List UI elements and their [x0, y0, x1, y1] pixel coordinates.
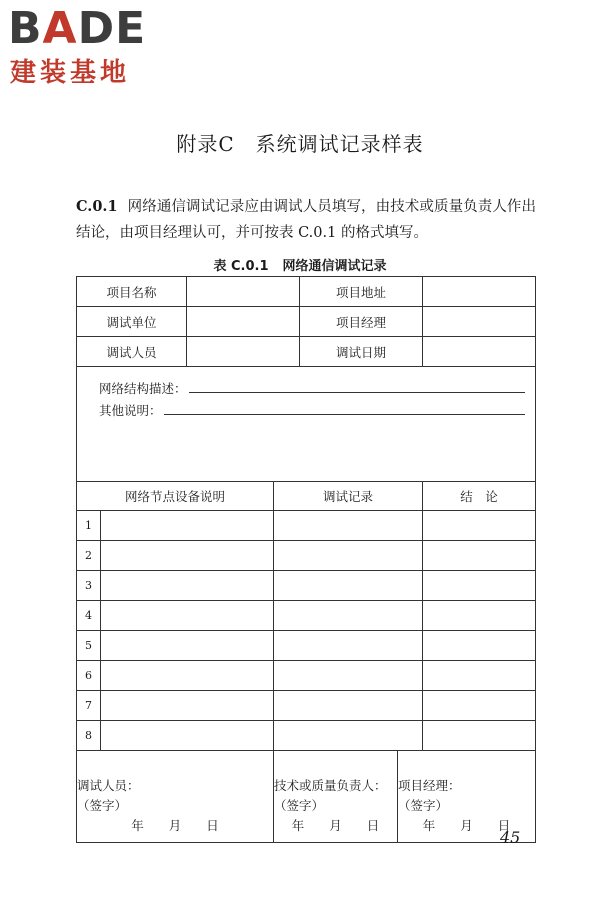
value-debug-staff[interactable] [187, 337, 300, 367]
conclusion-cell[interactable] [423, 661, 536, 691]
conclusion-cell[interactable] [423, 511, 536, 541]
signature-date: 年 月 日 [422, 818, 511, 833]
table-number: 表 C.0.1 [213, 259, 269, 274]
signature-role: 调试人员： [77, 777, 140, 793]
table-row [77, 661, 536, 691]
table-caption [0, 255, 600, 274]
device-cell[interactable] [101, 601, 274, 631]
record-cell[interactable] [274, 721, 423, 751]
network-structure-label: 网络结构描述： [99, 381, 187, 396]
label-project-manager: 项目经理 [300, 307, 423, 337]
brand-logo [8, 4, 178, 90]
header-conclusion: 结 论 [423, 482, 536, 511]
label-project-name: 项目名称 [77, 277, 187, 307]
row-number: 2 [77, 541, 101, 571]
table-row [77, 691, 536, 721]
other-notes-blank[interactable] [164, 414, 526, 415]
value-project-name[interactable] [187, 277, 300, 307]
device-cell[interactable] [101, 511, 274, 541]
signature-date: 年 月 日 [291, 818, 380, 833]
device-cell[interactable] [101, 571, 274, 601]
table-row [77, 571, 536, 601]
table-row [77, 601, 536, 631]
conclusion-cell[interactable] [423, 631, 536, 661]
record-cell[interactable] [274, 511, 423, 541]
table-row [77, 511, 536, 541]
header-device: 网络节点设备说明 [77, 482, 274, 511]
row-number: 1 [77, 511, 101, 541]
other-notes-line [99, 397, 525, 419]
clause-paragraph [76, 194, 536, 246]
row-number: 3 [77, 571, 101, 601]
row-number: 4 [77, 601, 101, 631]
signature-date: 年 月 日 [131, 818, 219, 833]
record-cell[interactable] [274, 631, 423, 661]
info-row-debug-unit [77, 307, 536, 337]
table-row [77, 631, 536, 661]
device-cell[interactable] [101, 541, 274, 571]
value-debug-date[interactable] [423, 337, 536, 367]
signature-debug-staff[interactable] [77, 751, 274, 843]
logo-wordmark: BADE [8, 3, 147, 54]
signature-sign-label: （签字） [274, 797, 325, 813]
appendix-title: 附录C 系统调试记录样表 [176, 132, 424, 156]
header-record: 调试记录 [274, 482, 423, 511]
device-cell[interactable] [101, 631, 274, 661]
logo-subtitle: 建装基地 [10, 58, 131, 88]
other-notes-label: 其他说明： [99, 403, 162, 418]
value-project-address[interactable] [423, 277, 536, 307]
device-cell[interactable] [101, 661, 274, 691]
network-structure-blank[interactable] [189, 392, 526, 393]
record-cell[interactable] [274, 601, 423, 631]
clause-number: C.0.1 [76, 198, 118, 215]
signature-quality-lead[interactable] [274, 751, 398, 843]
info-row-debug-staff [77, 337, 536, 367]
row-number: 6 [77, 661, 101, 691]
value-project-manager[interactable] [423, 307, 536, 337]
table-row [77, 721, 536, 751]
device-cell[interactable] [101, 691, 274, 721]
conclusion-cell[interactable] [423, 691, 536, 721]
record-cell[interactable] [274, 571, 423, 601]
row-number: 7 [77, 691, 101, 721]
row-number: 5 [77, 631, 101, 661]
column-header-row [77, 482, 536, 511]
clause-text: 网络通信调试记录应由调试人员填写，由技术或质量负责人作出结论，由项目经理认可，并可按表 C.0.1 的格式填写。 [76, 199, 536, 241]
table-title: 网络通信调试记录 [282, 259, 387, 274]
record-cell[interactable] [274, 541, 423, 571]
description-cell [77, 367, 536, 482]
label-debug-date: 调试日期 [300, 337, 423, 367]
record-cell[interactable] [274, 661, 423, 691]
value-debug-unit[interactable] [187, 307, 300, 337]
page-number: 45 [500, 828, 521, 847]
conclusion-cell[interactable] [423, 721, 536, 751]
description-row [77, 367, 536, 482]
debug-record-form [76, 276, 536, 843]
signature-sign-label: （签字） [398, 797, 449, 813]
signature-sign-label: （签字） [77, 797, 128, 813]
label-debug-staff: 调试人员 [77, 337, 187, 367]
record-cell[interactable] [274, 691, 423, 721]
signature-role: 技术或质量负责人： [274, 777, 387, 793]
signature-row [77, 751, 536, 843]
label-project-address: 项目地址 [300, 277, 423, 307]
device-cell[interactable] [101, 721, 274, 751]
table-row [77, 541, 536, 571]
signature-role: 项目经理： [398, 777, 461, 793]
conclusion-cell[interactable] [423, 601, 536, 631]
conclusion-cell[interactable] [423, 541, 536, 571]
row-number: 8 [77, 721, 101, 751]
label-debug-unit: 调试单位 [77, 307, 187, 337]
network-structure-line [99, 375, 525, 397]
info-row-project-name [77, 277, 536, 307]
conclusion-cell[interactable] [423, 571, 536, 601]
